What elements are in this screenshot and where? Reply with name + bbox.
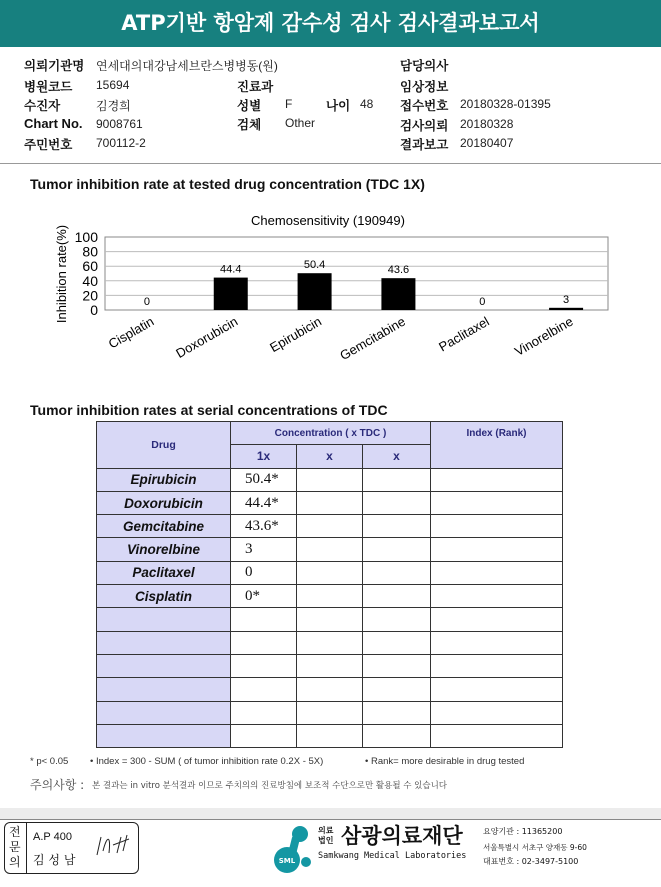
divider bbox=[0, 163, 661, 164]
value-cell bbox=[231, 678, 297, 701]
value-cell: 43.6* bbox=[231, 515, 297, 538]
bar bbox=[214, 278, 248, 310]
value-cell bbox=[297, 561, 363, 584]
plot-area bbox=[105, 237, 608, 310]
value-cell bbox=[231, 608, 297, 631]
value-cell bbox=[231, 701, 297, 724]
specimen: Other bbox=[285, 116, 316, 130]
value-cell bbox=[297, 654, 363, 677]
label: 접수번호 bbox=[400, 98, 449, 113]
value-cell: 0* bbox=[231, 585, 297, 608]
data-label: 50.4 bbox=[303, 259, 326, 272]
age: 48 bbox=[360, 97, 374, 111]
chart-number: 9008761 bbox=[96, 117, 143, 131]
value-cell bbox=[363, 491, 431, 514]
label: 병원코드 bbox=[24, 79, 73, 94]
receipt-number: 20180328-01395 bbox=[460, 97, 551, 111]
value-cell bbox=[363, 631, 431, 654]
specialist-label: 전문의 bbox=[9, 825, 21, 869]
label: 담당의사 bbox=[400, 58, 449, 73]
label: 진료과 bbox=[237, 79, 274, 94]
value-cell bbox=[431, 538, 563, 561]
specialist-stamp bbox=[4, 822, 139, 874]
report-title: ATP기반 항암제 감수성 검사 검사결과보고서 bbox=[0, 0, 661, 47]
value-cell bbox=[431, 608, 563, 631]
y-tick-label: 40 bbox=[82, 272, 98, 289]
x-tick-label: Vinorelbine bbox=[511, 313, 576, 360]
bar bbox=[298, 273, 332, 310]
drug-cell: Epirubicin bbox=[97, 468, 231, 491]
label: 주민번호 bbox=[24, 137, 73, 152]
svg-text:SML: SML bbox=[278, 857, 296, 865]
table-row bbox=[97, 468, 563, 491]
org-prefix: 의료법인 bbox=[318, 826, 334, 845]
value-cell bbox=[297, 468, 363, 491]
institution: 연세대의대강남세브란스병병동(원) bbox=[96, 59, 278, 73]
bar bbox=[381, 278, 415, 310]
label: 검체 bbox=[237, 117, 262, 132]
value-cell bbox=[297, 585, 363, 608]
sml-logo-icon bbox=[270, 824, 314, 874]
drug-cell: Vinorelbine bbox=[97, 538, 231, 561]
value-cell bbox=[431, 678, 563, 701]
label: 나이 bbox=[326, 98, 351, 113]
results-table bbox=[96, 421, 563, 748]
value-cell bbox=[363, 701, 431, 724]
data-label: 0 bbox=[479, 296, 486, 308]
note-rank: • Rank= more desirable in drug tested bbox=[365, 756, 525, 767]
institution-code: 요양기관 : 11365200 bbox=[483, 827, 563, 836]
drug-cell bbox=[97, 724, 231, 747]
chart-title: Chemosensitivity (190949) bbox=[251, 213, 405, 228]
value-cell: 3 bbox=[231, 538, 297, 561]
value-cell bbox=[363, 724, 431, 747]
drug-cell bbox=[97, 608, 231, 631]
value-cell bbox=[297, 701, 363, 724]
header-1x: 1x bbox=[231, 445, 297, 468]
label: 임상정보 bbox=[400, 79, 449, 94]
value-cell bbox=[297, 608, 363, 631]
table-row bbox=[97, 608, 563, 631]
data-label: 3 bbox=[563, 293, 570, 306]
org-english: Samkwang Medical Laboratories bbox=[318, 851, 467, 861]
request-date: 20180328 bbox=[460, 117, 514, 131]
value-cell bbox=[431, 561, 563, 584]
address: 서울특별시 서초구 양재동 9-60 bbox=[483, 843, 587, 852]
header-index: Index (Rank) bbox=[431, 422, 563, 469]
drug-cell bbox=[97, 631, 231, 654]
label: Chart No. bbox=[24, 116, 83, 131]
data-label: 43.6 bbox=[387, 264, 410, 277]
hospital-code: 15694 bbox=[96, 78, 130, 92]
label: 의뢰기관명 bbox=[24, 58, 85, 73]
value-cell bbox=[231, 724, 297, 747]
value-cell bbox=[297, 538, 363, 561]
phone: 대표번호 : 02-3497-5100 bbox=[483, 857, 579, 866]
table-row bbox=[97, 701, 563, 724]
y-tick-label: 20 bbox=[82, 287, 98, 304]
y-tick-label: 80 bbox=[82, 243, 98, 260]
label: 수진자 bbox=[24, 98, 61, 113]
value-cell bbox=[431, 701, 563, 724]
value-cell bbox=[363, 538, 431, 561]
value-cell bbox=[297, 678, 363, 701]
caution-label: 주의사항 : bbox=[30, 778, 85, 792]
drug-cell: Paclitaxel bbox=[97, 561, 231, 584]
value-cell bbox=[297, 491, 363, 514]
value-cell bbox=[363, 608, 431, 631]
data-label: 0 bbox=[143, 296, 150, 308]
x-tick-label: Doxorubicin bbox=[173, 313, 241, 361]
x-tick-label: Cisplatin bbox=[105, 313, 157, 352]
y-tick-label: 100 bbox=[74, 229, 98, 245]
value-cell bbox=[431, 491, 563, 514]
drug-cell bbox=[97, 654, 231, 677]
table-row bbox=[97, 585, 563, 608]
drug-cell: Cisplatin bbox=[97, 585, 231, 608]
value-cell bbox=[363, 585, 431, 608]
y-tick-label: 0 bbox=[90, 302, 98, 318]
caution-text: 본 결과는 in vitro 분석결과 이므로 주치의의 진료방침에 보조적 수단으로만 활용될 수 있습니다 bbox=[92, 781, 448, 791]
ap-number: A.P 400 bbox=[33, 831, 72, 843]
drug-cell bbox=[97, 678, 231, 701]
section-title: Tumor inhibition rates at serial concentrations of TDC bbox=[30, 402, 388, 418]
note-index: • Index = 300 - SUM ( of tumor inhibition rate 0.2X - 5X) bbox=[90, 756, 324, 767]
value-cell bbox=[431, 724, 563, 747]
header-drug: Drug bbox=[97, 422, 231, 469]
table-row bbox=[97, 515, 563, 538]
bar-chart bbox=[0, 200, 661, 400]
value-cell bbox=[363, 654, 431, 677]
value-cell: 50.4* bbox=[231, 468, 297, 491]
value-cell bbox=[431, 654, 563, 677]
specialist-name: 김 성 남 bbox=[33, 853, 76, 867]
drug-cell bbox=[97, 701, 231, 724]
section-title: Tumor inhibition rate at tested drug concentration (TDC 1X) bbox=[30, 176, 425, 192]
org-name: 삼광의료재단 bbox=[341, 824, 463, 848]
value-cell bbox=[297, 631, 363, 654]
sex: F bbox=[285, 97, 293, 111]
y-tick-label: 60 bbox=[82, 258, 98, 275]
table-row bbox=[97, 724, 563, 747]
header-x: x bbox=[297, 445, 363, 468]
table-row bbox=[97, 631, 563, 654]
header-concentration: Concentration ( x TDC ) bbox=[231, 422, 431, 445]
value-cell bbox=[231, 631, 297, 654]
value-cell bbox=[363, 515, 431, 538]
drug-cell: Gemcitabine bbox=[97, 515, 231, 538]
table-row bbox=[97, 491, 563, 514]
drug-cell: Doxorubicin bbox=[97, 491, 231, 514]
note-p: * p< 0.05 bbox=[30, 756, 69, 767]
table-row bbox=[97, 678, 563, 701]
resident-id: 700112-2 bbox=[96, 136, 146, 150]
label: 성별 bbox=[237, 98, 262, 113]
value-cell bbox=[363, 561, 431, 584]
value-cell: 44.4* bbox=[231, 491, 297, 514]
data-label: 44.4 bbox=[220, 263, 242, 276]
x-tick-label: Gemcitabine bbox=[337, 313, 408, 364]
value-cell bbox=[231, 654, 297, 677]
patient-name: 김경희 bbox=[96, 99, 131, 113]
header-x: x bbox=[363, 445, 431, 468]
value-cell bbox=[431, 585, 563, 608]
report-date: 20180407 bbox=[460, 136, 514, 150]
label: 검사의뢰 bbox=[400, 118, 449, 133]
divider bbox=[0, 808, 661, 820]
bar bbox=[549, 308, 583, 310]
value-cell bbox=[297, 724, 363, 747]
table-row bbox=[97, 561, 563, 584]
value-cell bbox=[431, 631, 563, 654]
value-cell bbox=[363, 468, 431, 491]
table-row bbox=[97, 654, 563, 677]
label: 결과보고 bbox=[400, 137, 449, 152]
value-cell bbox=[363, 678, 431, 701]
table-row bbox=[97, 538, 563, 561]
y-axis-label: Inhibition rate(%) bbox=[54, 224, 69, 324]
x-tick-label: Epirubicin bbox=[267, 313, 325, 356]
signature-icon bbox=[93, 831, 133, 861]
value-cell bbox=[431, 515, 563, 538]
value-cell bbox=[431, 468, 563, 491]
x-tick-label: Paclitaxel bbox=[436, 313, 492, 355]
value-cell: 0 bbox=[231, 561, 297, 584]
sml-logo bbox=[270, 824, 314, 878]
value-cell bbox=[297, 515, 363, 538]
